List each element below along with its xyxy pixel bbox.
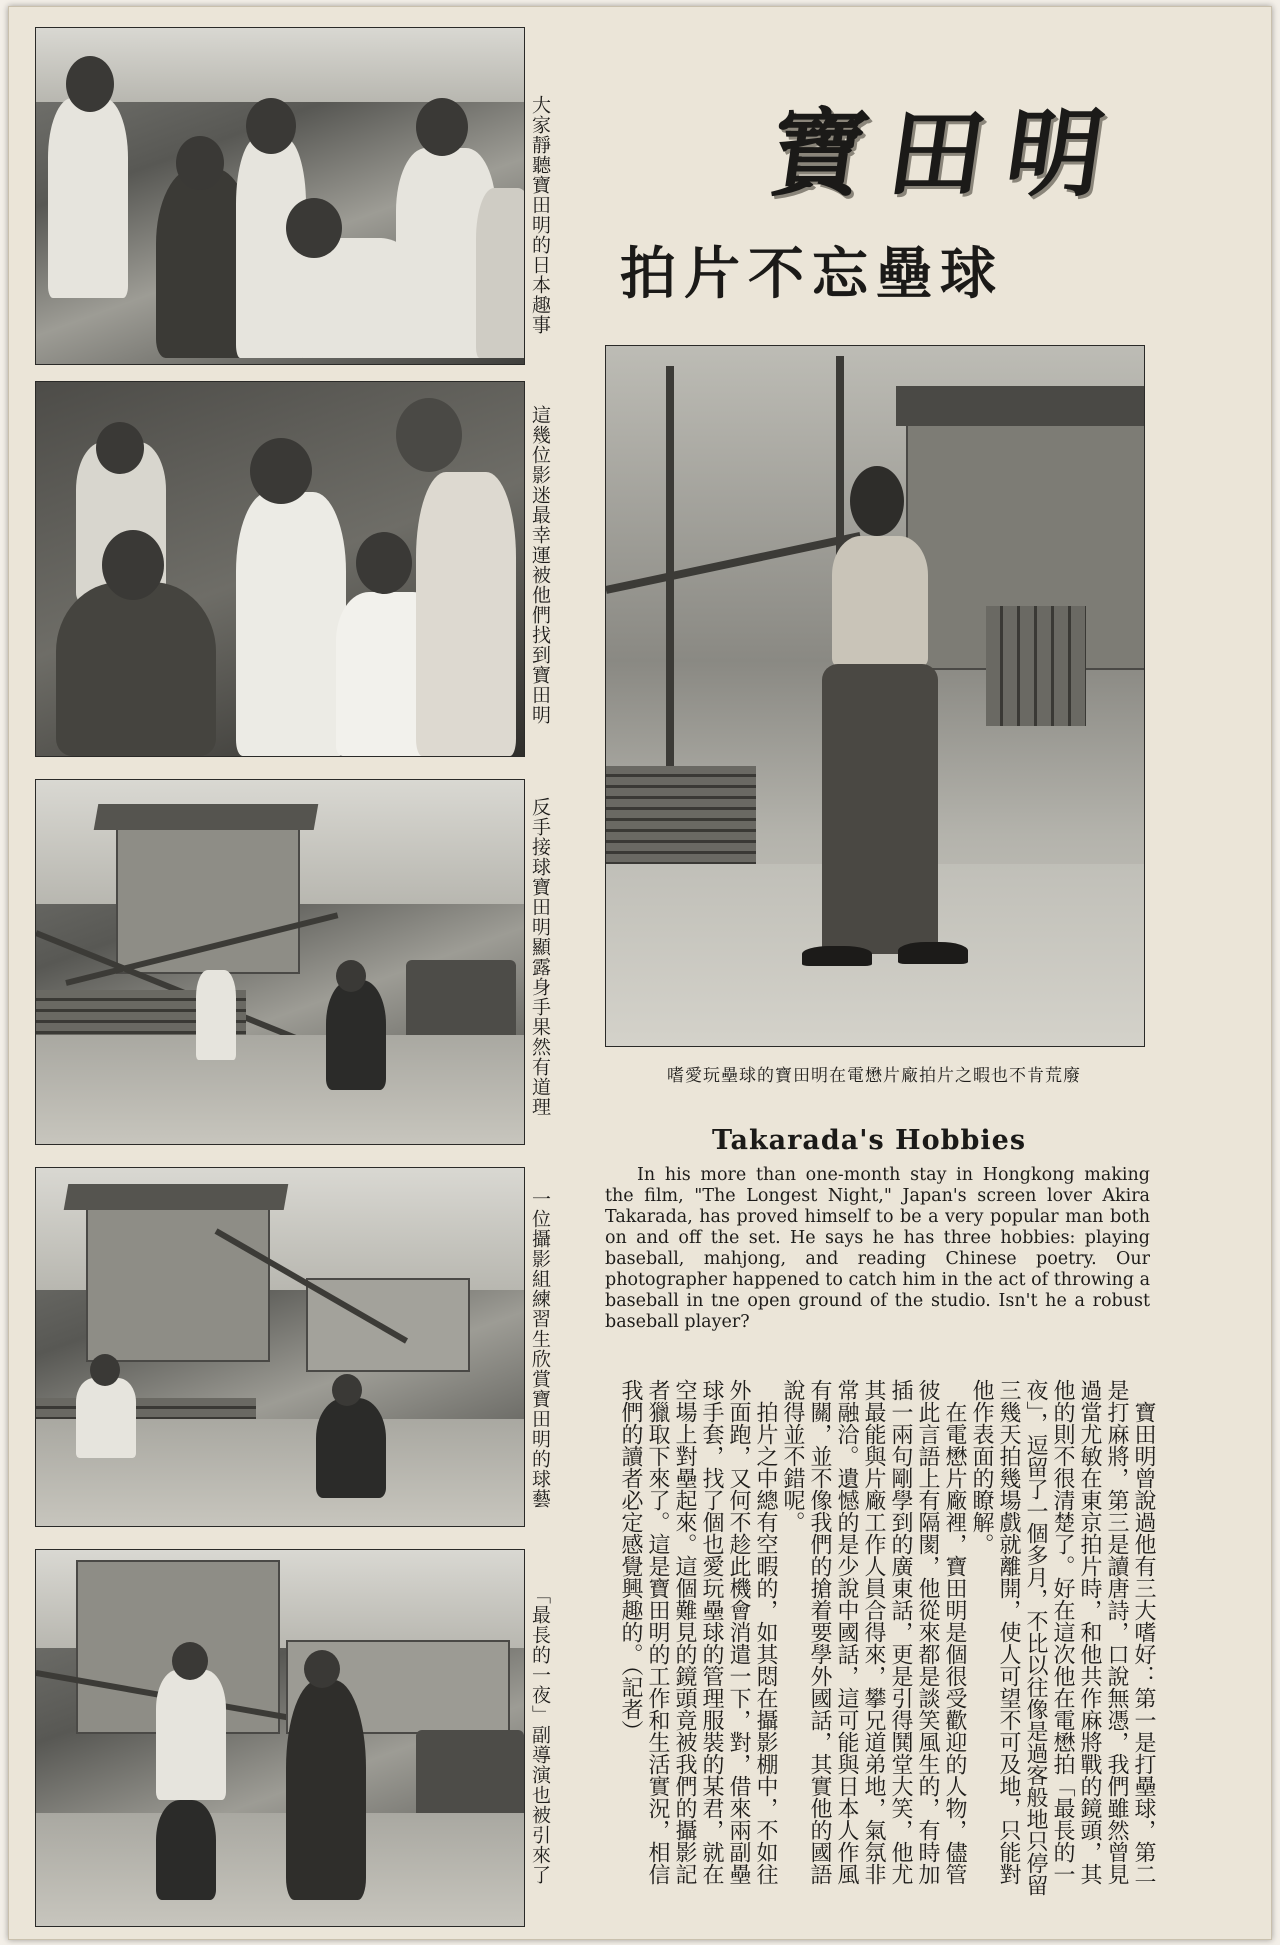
chinese-article-body bbox=[605, 1379, 1157, 1899]
main-photo-caption: 嗜愛玩壘球的寶田明在電懋片廠拍片之暇也不肯荒廢 bbox=[667, 1066, 1081, 1086]
photo-main-throwing bbox=[605, 345, 1145, 1047]
photo-fans bbox=[35, 381, 525, 757]
photo-group-listening bbox=[35, 27, 525, 365]
chinese-paragraph-1: 寶田明曾說過他有三大嗜好：第一是打壘球，第二是打麻將，第三是讀唐詩，口說無憑，我們雖然曾見過當尤敏在東京拍片時，和他共作麻將戰的鏡頭，其他的則不很清楚了。好在這次他在電懋拍「最長的一夜」，逗留了一個多月，不比以往像是過客般地只停留三幾天拍幾場戲就離開，使人可望不可及地，只能對他作表面的瞭解。 bbox=[969, 1379, 1156, 1896]
caption-photo2: 這幾位影迷最幸運被他們找到寶田明 bbox=[529, 405, 551, 725]
caption-photo4: 一位攝影組練習生欣賞寶田明的球藝 bbox=[529, 1189, 551, 1509]
article-title: 寶田明 bbox=[763, 97, 1133, 210]
article-subtitle: 拍片不忘壘球 bbox=[620, 242, 1004, 307]
chinese-paragraph-2: 在電懋片廠裡，寶田明是個很受歡迎的人物，儘管彼此言語上有隔閡，他從來都是談笑風生的，有時加插一兩句剛學到的廣東話，更是引得鬨堂大笑，他尤其最能與片廠工作人員合得來，攀兄道弟地，氣氛非常融洽。遺憾的是少說中國話，這可能與日本人作風有關，並不像我們的搶着要學外國話，其實他的國語說得並不錯呢。 bbox=[780, 1379, 967, 1885]
photo-assistant-director bbox=[35, 1549, 525, 1927]
photo-trainee-watching bbox=[35, 1167, 525, 1527]
chinese-paragraph-3: 拍片之中總有空暇的，如其悶在攝影棚中，不如往外面跑，又何不趁此機會消遣一下，對，借來兩副壘球手套，找了個也愛玩壘球的管理服裝的某君，就在空場上對壘起來。這個難見的鏡頭竟被我們的攝影記者獵取下來了。這是寶田明的工作和生活實況，相信我們的讀者必定感覺興趣的。（記者） bbox=[618, 1379, 778, 1885]
photo-catching-backhand bbox=[35, 779, 525, 1145]
magazine-page bbox=[8, 6, 1272, 1940]
caption-photo3: 反手接球寶田明顯露身手果然有道理 bbox=[529, 797, 551, 1117]
english-body: In his more than one-month stay in Hongkong making the film, "The Longest Night," Japan's screen lover Akira Takarada, has proved himself to be a very popular man both on and off the set. He says he has three hobbies: playing baseball, mahjong, and reading Chinese poetry. Our photographer happened to catch him in the act of throwing a baseball in tne open ground of the studio. Isn't he a robust baseball player? bbox=[605, 1165, 1150, 1332]
english-heading: Takarada's Hobbies bbox=[711, 1125, 1027, 1156]
caption-photo5: 「最長的一夜」副導演也被引來了 bbox=[529, 1585, 551, 1885]
caption-photo1: 大家靜聽寶田明的日本趣事 bbox=[529, 95, 551, 335]
